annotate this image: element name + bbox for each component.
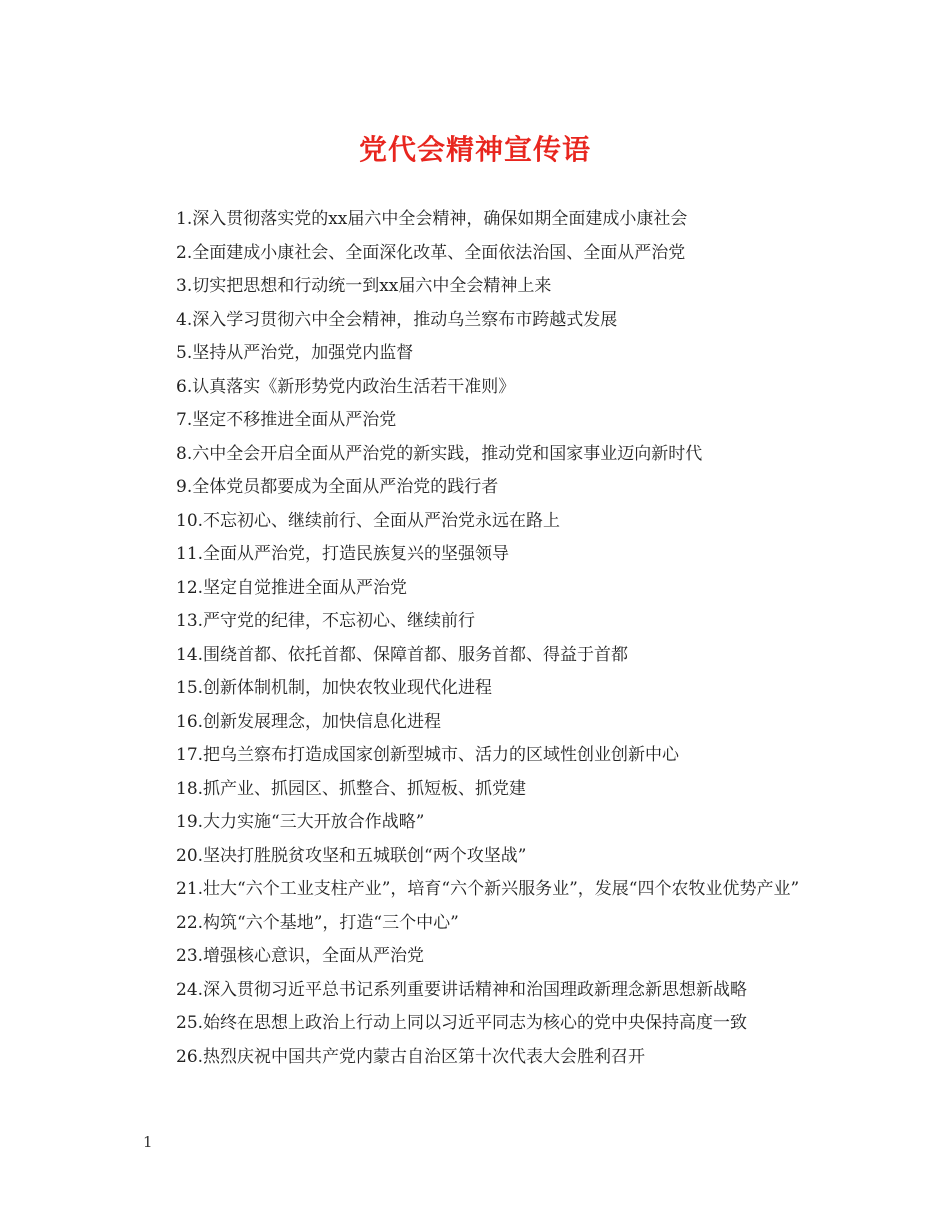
list-item: 17.把乌兰察布打造成国家创新型城市、活力的区域性创业创新中心 bbox=[176, 745, 680, 765]
list-item: 5.坚持从严治党，加强党内监督 bbox=[176, 343, 414, 363]
list-item: 18.抓产业、抓园区、抓整合、抓短板、抓党建 bbox=[176, 778, 527, 799]
list-item: 3.切实把思想和行动统一到xx届六中全会精神上来 bbox=[176, 276, 552, 296]
list-item: 25.始终在思想上政治上行动上同以习近平同志为核心的党中央保持高度一致 bbox=[176, 1013, 748, 1033]
list-item: 8.六中全会开启全面从严治党的新实践，推动党和国家事业迈向新时代 bbox=[176, 443, 703, 464]
list-item: 15.创新体制机制，加快农牧业现代化进程 bbox=[176, 678, 493, 698]
list-item: 24.深入贯彻习近平总书记系列重要讲话精神和治国理政新理念新思想新战略 bbox=[176, 979, 748, 1000]
list-item: 7.坚定不移推进全面从严治党 bbox=[176, 410, 397, 430]
list-item: 22.构筑“六个基地”，打造“三个中心” bbox=[176, 912, 459, 933]
list-item: 26.热烈庆祝中国共产党内蒙古自治区第十次代表大会胜利召开 bbox=[176, 1046, 646, 1067]
list-item: 14.围绕首都、依托首都、保障首都、服务首都、得益于首都 bbox=[176, 644, 629, 665]
list-item: 16.创新发展理念，加快信息化进程 bbox=[176, 711, 442, 732]
list-item: 2.全面建成小康社会、全面深化改革、全面依法治国、全面从严治党 bbox=[176, 242, 686, 263]
list-item: 19.大力实施“三大开放合作战略” bbox=[176, 812, 425, 832]
page-number: 1 bbox=[143, 1133, 153, 1151]
list-item: 1.深入贯彻落实党的xx届六中全会精神，确保如期全面建成小康社会 bbox=[176, 209, 688, 229]
list-item: 13.严守党的纪律，不忘初心、继续前行 bbox=[176, 611, 476, 631]
list-item: 23.增强核心意识，全面从严治党 bbox=[176, 946, 425, 966]
slogan-list bbox=[143, 203, 815, 1074]
list-item: 21.壮大“六个工业支柱产业”，培育“六个新兴服务业”，发展“四个农牧业优势产业” bbox=[176, 879, 800, 899]
list-item: 20.坚决打胜脱贫攻坚和五城联创“两个攻坚战” bbox=[176, 845, 527, 866]
list-item: 9.全体党员都要成为全面从严治党的践行者 bbox=[176, 477, 499, 497]
document-title: 党代会精神宣传语 bbox=[358, 133, 591, 166]
list-item: 12.坚定自觉推进全面从严治党 bbox=[176, 577, 408, 598]
list-item: 4.深入学习贯彻六中全会精神，推动乌兰察布市跨越式发展 bbox=[176, 309, 618, 330]
list-item: 10.不忘初心、继续前行、全面从严治党永远在路上 bbox=[176, 510, 561, 531]
list-item: 11.全面从严治党，打造民族复兴的坚强领导 bbox=[176, 544, 510, 564]
list-item: 6.认真落实《新形势党内政治生活若干准则》 bbox=[176, 376, 516, 397]
